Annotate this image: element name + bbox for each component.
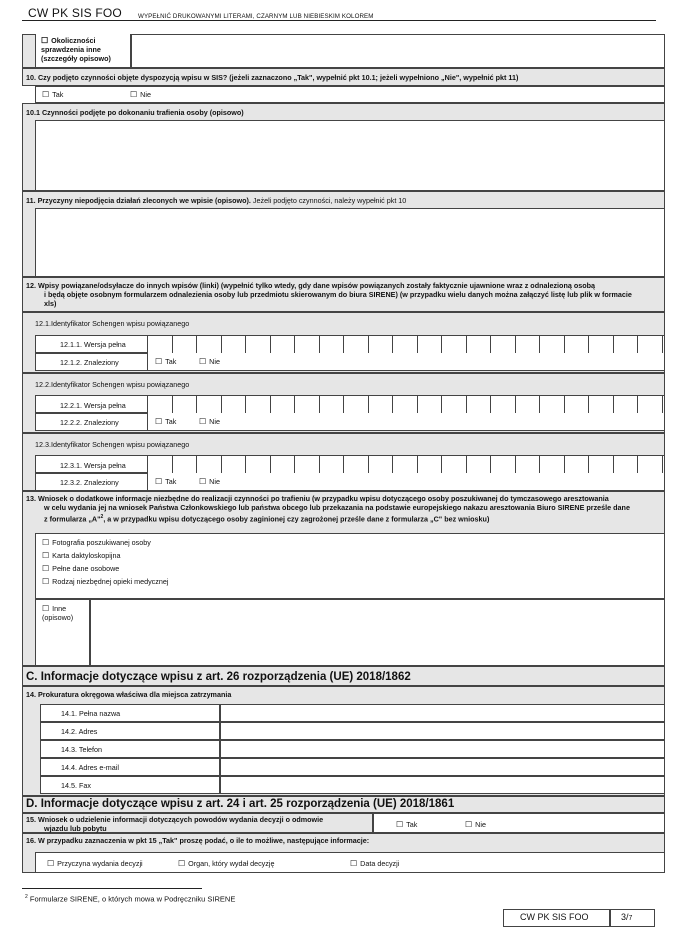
q15-no-checkbox[interactable]: ☐ Nie — [465, 820, 486, 829]
fill-instruction: WYPEŁNIĆ DRUKOWANYMI LITERAMI, CZARNYM LUB NIEBIESKIM KOLOREM — [138, 13, 374, 20]
q10-text: 10. Czy podjęto czynności objęte dyspozycją wpisu w SIS? (jeżeli zaznaczono „Tak", wypełnić pkt 10.1; jeżeli wypełniono „Nie", wypełnić pkt 11) — [26, 73, 519, 82]
q10-no-checkbox[interactable]: ☐ Nie — [130, 90, 151, 99]
form-code: CW PK SIS FOO — [28, 6, 122, 20]
footnote-divider — [22, 888, 202, 889]
q16-date-checkbox[interactable]: ☐ Data decyzji — [350, 859, 399, 868]
q10-1-text: 10.1 Czynności podjęte po dokonaniu trafienia osoby (opisowo) — [26, 108, 244, 117]
q12-1-2-yes-checkbox[interactable]: ☐ Tak — [155, 357, 176, 366]
q16-reason-checkbox[interactable]: ☐ Przyczyna wydania decyzji — [47, 859, 143, 868]
q10-1-field[interactable] — [35, 120, 665, 191]
q12-1-1-label: 12.1.1. Wersja pełna — [60, 340, 126, 349]
q12-1-2-label: 12.1.2. Znaleziony — [60, 358, 119, 367]
q13-option-medical-checkbox[interactable]: ☐ Rodzaj niezbędnej opieki medycznej — [42, 577, 168, 586]
q12-line3: xls) — [44, 299, 57, 308]
footer-code: CW PK SIS FOO — [520, 912, 589, 922]
q12-2-2-no-checkbox[interactable]: ☐ Nie — [199, 417, 220, 426]
q12-line2: i będą objęte osobnym formularzem odnalezienia osoby lub przedmiotu skierowanym do biura SIRENE) (w przypadku wielu danych można załączyć listę lub plik w formacie — [44, 290, 632, 299]
q12-3-2-yes-checkbox[interactable]: ☐ Tak — [155, 477, 176, 486]
q11-text: 11. Przyczyny niepodjęcia działań zleconych we wpisie (opisowo). Jeżeli podjęto czynności, należy wypełnić pkt 10 — [26, 196, 407, 205]
q12-3-1-char-cells[interactable] — [148, 455, 663, 473]
q14-1-field[interactable] — [220, 704, 665, 722]
other-circumstances-line2: sprawdzenia inne — [41, 45, 101, 54]
q13-option-personal-data-checkbox[interactable]: ☐ Pełne dane osobowe — [42, 564, 119, 573]
q11-field[interactable] — [35, 208, 665, 277]
q15-line1: 15. Wniosek o udzielenie informacji dotyczących powodów wydania decyzji o odmowie — [26, 815, 324, 824]
q14-2-label: 14.2. Adres — [61, 727, 98, 736]
q12-2-1-label: 12.2.1. Wersja pełna — [60, 401, 126, 410]
q12-2-title: 12.2.Identyfikator Schengen wpisu powiązanego — [35, 380, 190, 389]
other-circumstances-checkbox[interactable]: ☐ Okoliczności — [41, 36, 96, 45]
q15-yes-checkbox[interactable]: ☐ Tak — [396, 820, 417, 829]
q16-authority-checkbox[interactable]: ☐ Organ, który wydał decyzję — [178, 859, 274, 868]
q12-1-title: 12.1.Identyfikator Schengen wpisu powiązanego — [35, 319, 190, 328]
q12-1-2-no-checkbox[interactable]: ☐ Nie — [199, 357, 220, 366]
q12-2-2-yes-checkbox[interactable]: ☐ Tak — [155, 417, 176, 426]
q14-4-label: 14.4. Adres e-mail — [61, 763, 119, 772]
q13-line1: 13. Wniosek o dodatkowe informacje niezbędne do realizacji czynności po trafieniu (w przypadku wpisu dotyczącego osoby poszukiwanej do tymczasowego aresztowania — [26, 494, 609, 503]
q12-3-1-label: 12.3.1. Wersja pełna — [60, 461, 126, 470]
q16-text: 16. W przypadku zaznaczenia w pkt 15 „Tak" proszę podać, o ile to możliwe, następujące informacje: — [26, 836, 370, 845]
q14-4-field[interactable] — [220, 758, 665, 776]
section-d-title: D. Informacje dotyczące wpisu z art. 24 i art. 25 rozporządzenia (UE) 2018/1861 — [26, 798, 455, 810]
q13-other-field[interactable] — [90, 599, 665, 666]
q13-line3: z formularza „A"$^2$, a w przypadku wpisu dotyczącego osoby zaginionej czy zagrożonej prześle dane z formularza „C" bez wniosku) — [44, 514, 490, 524]
q15-line2: wjazdu lub pobytu — [44, 824, 107, 833]
other-circumstances-field[interactable] — [131, 34, 665, 68]
q14-5-field[interactable] — [220, 776, 665, 794]
q12-3-title: 12.3.Identyfikator Schengen wpisu powiązanego — [35, 440, 190, 449]
other-circumstances-line3: (szczegóły opisowo) — [41, 54, 111, 63]
q12-2-2-label: 12.2.2. Znaleziony — [60, 418, 119, 427]
q14-3-field[interactable] — [220, 740, 665, 758]
footer-page-cell — [610, 909, 655, 927]
q12-1-1-char-cells[interactable] — [148, 335, 663, 353]
q12-3-2-no-checkbox[interactable]: ☐ Nie — [199, 477, 220, 486]
q12-line1: 12. Wpisy powiązane/odsyłacze do innych wpisów (linki) (wypełnić tylko wtedy, gdy dane wpisów powiązanych zostały faktycznie ujawnione wraz z odnalezioną osobą — [26, 281, 595, 290]
q13-option-photo-checkbox[interactable]: ☐ Fotografia poszukiwanej osoby — [42, 538, 151, 547]
q14-title: 14. Prokuratura okręgowa właściwa dla miejsca zatrzymania — [26, 690, 232, 699]
q14-2-field[interactable] — [220, 722, 665, 740]
q14-5-label: 14.5. Fax — [61, 781, 91, 790]
page-number: 3/7 — [621, 912, 633, 922]
q13-option-fingerprint-checkbox[interactable]: ☐ Karta daktyloskopijna — [42, 551, 121, 560]
q13-other-checkbox[interactable]: ☐ Inne — [42, 604, 66, 613]
q10-yes-checkbox[interactable]: ☐ Tak — [42, 90, 63, 99]
q14-1-label: 14.1. Pełna nazwa — [61, 709, 121, 718]
header-divider — [22, 20, 656, 21]
q13-other-note: (opisowo) — [42, 613, 74, 622]
section-c-title: C. Informacje dotyczące wpisu z art. 26 rozporządzenia (UE) 2018/1862 — [26, 671, 411, 683]
q14-3-label: 14.3. Telefon — [61, 745, 103, 754]
footnote: $^2$ Formularze SIRENE, o których mowa w Podręczniku SIRENE — [25, 894, 236, 904]
q12-3-2-label: 12.3.2. Znaleziony — [60, 478, 119, 487]
q12-2-1-char-cells[interactable] — [148, 395, 663, 413]
q13-line2: w celu wydania jej na wniosek Państwa Członkowskiego lub państwa obcego lub przekazania na podstawie europejskiego nakazu aresztowania Biuro SIRENE prześle dane — [44, 503, 630, 512]
